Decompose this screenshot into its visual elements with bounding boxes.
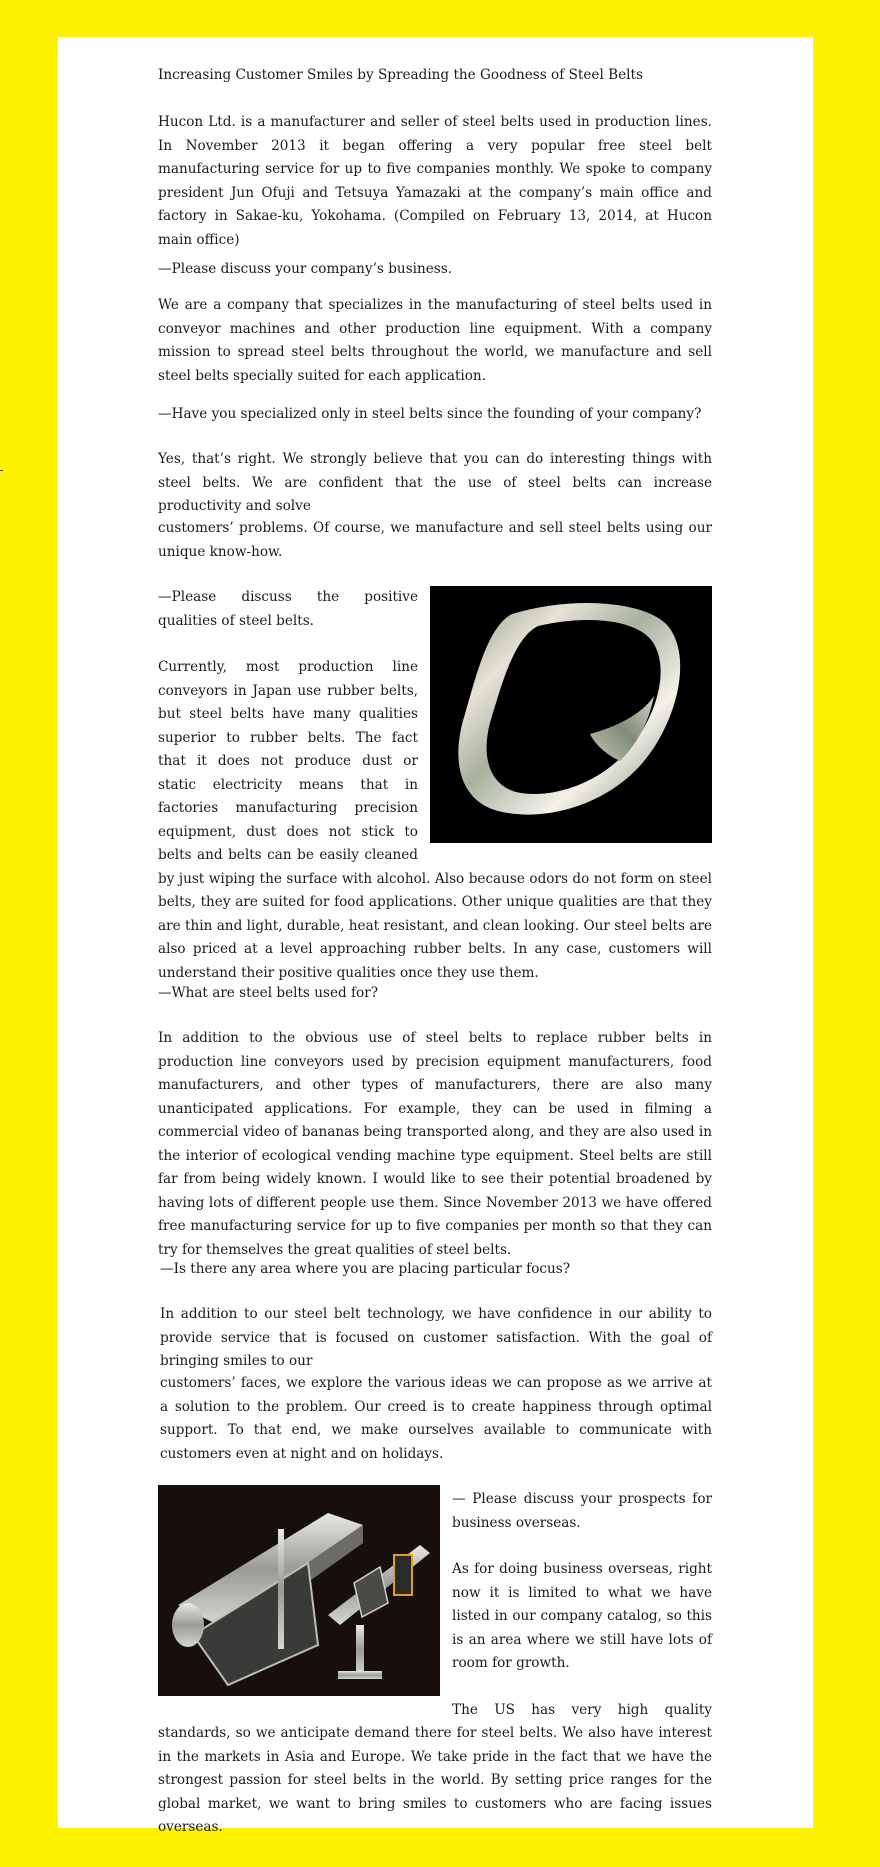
article-title: Increasing Customer Smiles by Spreading the Goodness of Steel Belts <box>158 67 643 83</box>
question-qualities: —Please discuss the positive qualities of steel belts. <box>158 589 418 629</box>
answer-business: We are a company that specializes in the manufacturing of steel belts used in conveyor machines and other production line equipment. With a company mission to spread steel belts throughout the world, we manufacture and sell steel belts specially suited for each application. <box>158 297 712 384</box>
margin-tick <box>0 470 3 471</box>
answer-specialized-part2: customers’ problems. Of course, we manufacture and sell steel belts using our unique know-how. <box>158 520 712 560</box>
article-page <box>58 37 813 1835</box>
question-overseas: — Please discuss your prospects for business overseas. <box>452 1491 712 1531</box>
question-focus: —Is there any area where you are placing particular focus? <box>160 1261 571 1277</box>
question-uses: —What are steel belts used for? <box>158 985 379 1001</box>
answer-focus-part1: In addition to our steel belt technology, we have confidence in our ability to provide service that is focused on customer satisfaction. With the goal of bringing smiles to our <box>160 1306 712 1369</box>
steel-belt-loop-photo <box>430 586 712 843</box>
answer-specialized-part1: Yes, that’s right. We strongly believe that you can do interesting things with steel belts. We are confident that the use of steel belts can increase productivity and solve <box>158 451 712 514</box>
question-business: —Please discuss your company’s business. <box>158 261 453 277</box>
question-specialized: —Have you specialized only in steel belts since the founding of your company? <box>158 406 702 422</box>
answer-focus-part2: customers’ faces, we explore the various ideas we can propose as we arrive at a solution to the problem. Our creed is to create happiness through optimal support. To that end, we make ourselves available to communicate with customers even at night and on holidays. <box>160 1375 712 1462</box>
section-overseas <box>158 1485 712 1840</box>
answer-overseas-part2: The US has very high quality standards, so we anticipate demand there for steel belts. We also have interest in the markets in Asia and Europe. We take pride in the fact that we have the strongest passion for steel belts in the world. By setting price ranges for the global market, we want to bring smiles to customers who are facing issues overseas. <box>158 1701 712 1835</box>
section-qualities <box>158 586 712 985</box>
article-intro: Hucon Ltd. is a manufacturer and seller of steel belts used in production lines. In November 2013 it began offering a very popular free steel belt manufacturing service for up to five companies monthly. We spoke to company president Jun Ofuji and Tetsuya Yamazaki at the company’s main office and factory in Sakae-ku, Yokohama. (Compiled on February 13, 2014, at Hucon main office) <box>158 114 712 248</box>
answer-qualities: Currently, most production line conveyors in Japan use rubber belts, but steel belts have many qualities superior to rubber belts. The fact that it does not produce dust or static electricity means that in factories manufacturing precision equipment, dust does not stick to belts and belts can be easily cleaned by just wiping the surface with alcohol. Also because odors do not form on steel belts, they are suited for food applications. Other unique qualities are that they are thin and light, durable, heat resistant, and clean looking. Our steel belts are also priced at a level approaching rubber belts. In any case, customers will understand their positive qualities once they use them. <box>158 659 712 981</box>
conveyor-machine-photo <box>158 1485 440 1696</box>
answer-uses: In addition to the obvious use of steel belts to replace rubber belts in production line conveyors used by precision equipment manufacturers, food manufacturers, and other types of manufacturers, there are also many unanticipated applications. For example, they can be used in filming a commercial video of bananas being transported along, and they are also used in the interior of ecological vending machine type equipment. Steel belts are still far from being widely known. I would like to see their potential broadened by having lots of different people use them. Since November 2013 we have offered free manufacturing service for up to five companies per month so that they can try for themselves the great qualities of steel belts. <box>158 1030 712 1258</box>
answer-overseas-part1: As for doing business overseas, right now it is limited to what we have listed in our company catalog, so this is an area where we still have lots of room for growth. <box>452 1561 712 1671</box>
